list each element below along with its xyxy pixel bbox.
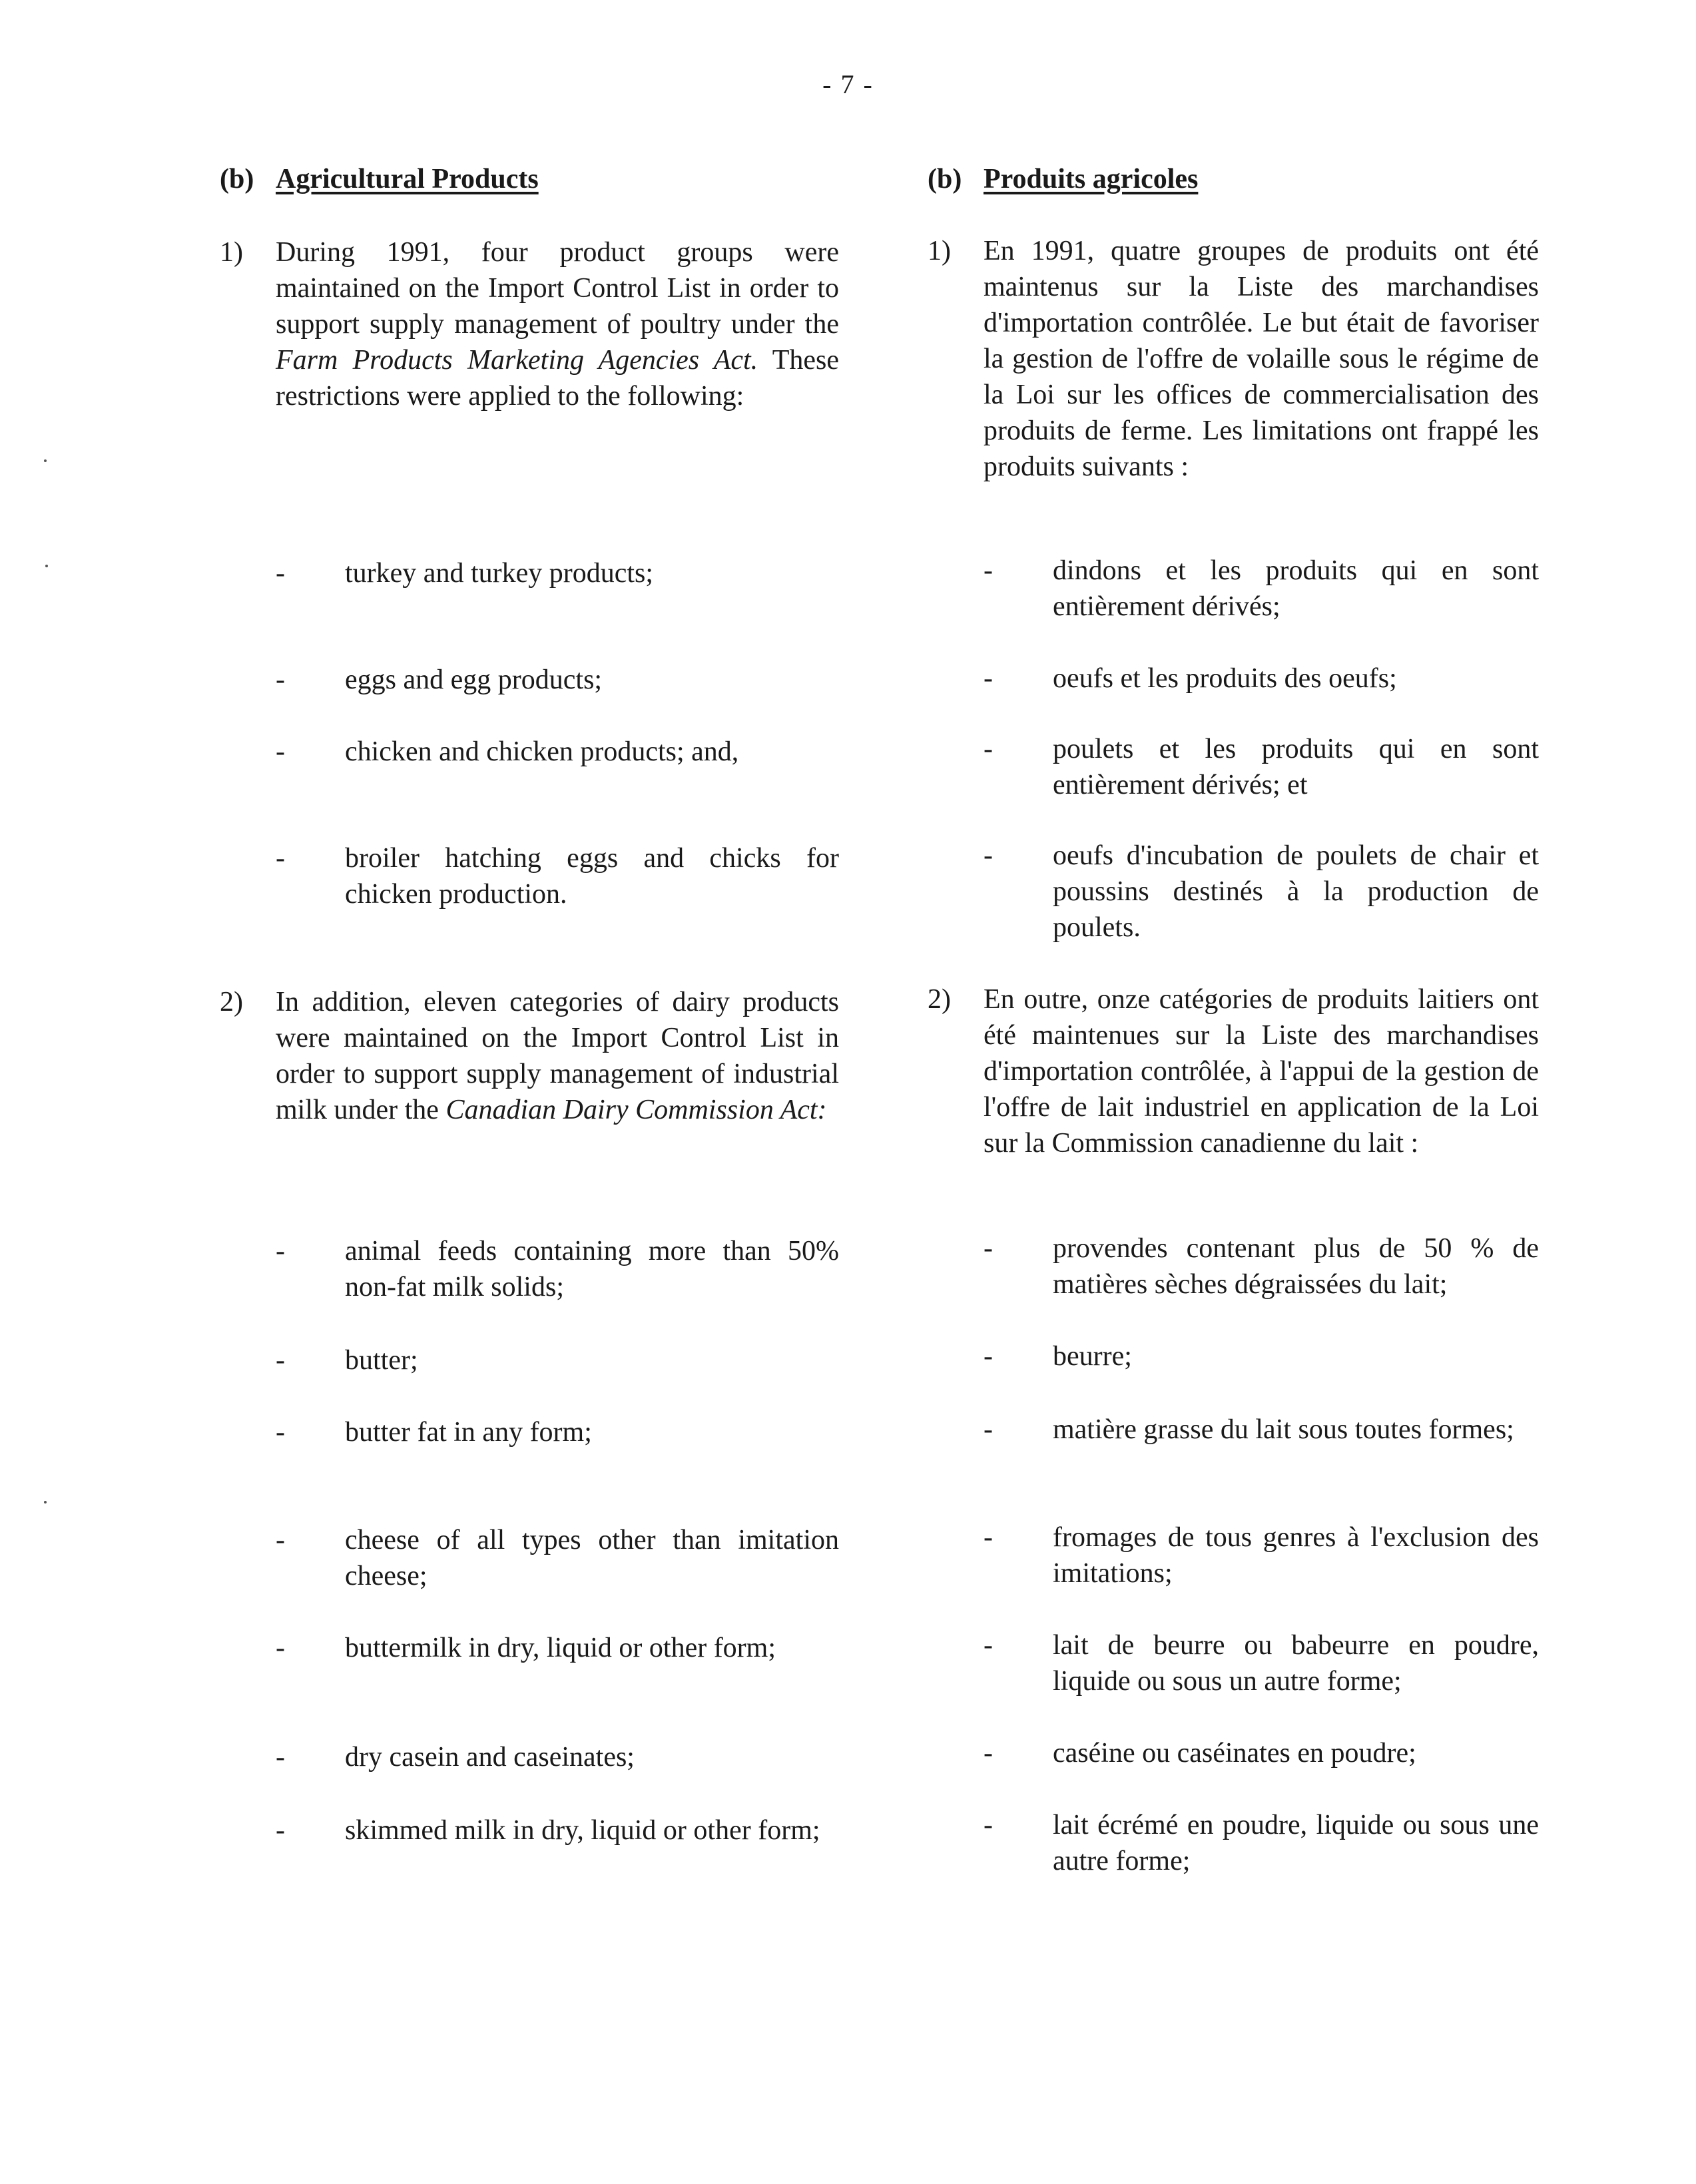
- english-list-item: [276, 1812, 839, 1848]
- list-dash: -: [984, 1341, 993, 1372]
- english-list-item: [276, 840, 839, 912]
- list-item-text: poulets et les produits qui en sont entièrement dérivés; et: [1053, 734, 1539, 800]
- list-dash: -: [276, 1417, 285, 1448]
- paragraph-text: In addition, eleven categories of dairy products were maintained on the Import Control List in order to support supply management of industrial milk under the Canadian Dairy Commission Act:: [276, 987, 839, 1125]
- list-item-text: dry casein and caseinates;: [345, 1742, 635, 1773]
- list-item-text: caséine ou caséinates en poudre;: [1053, 1738, 1416, 1769]
- paragraph-number: 2): [928, 984, 951, 1015]
- english-section-heading: [220, 161, 839, 197]
- section-title: Agricultural Products: [276, 164, 539, 194]
- french-section-heading: [928, 161, 1539, 197]
- english-paragraph-2: [220, 984, 839, 1128]
- list-dash: -: [984, 1414, 993, 1445]
- english-list-item: [276, 1233, 839, 1305]
- french-list-item: [984, 1807, 1539, 1879]
- list-item-text: skimmed milk in dry, liquid or other form;: [345, 1815, 820, 1846]
- french-list-item: [984, 1735, 1539, 1771]
- english-paragraph-1: [220, 234, 839, 414]
- french-list-item: [984, 1338, 1539, 1374]
- french-list-item: [984, 1412, 1539, 1448]
- paragraph-number: 1): [220, 237, 243, 268]
- list-dash: -: [276, 843, 285, 874]
- list-item-text: buttermilk in dry, liquid or other form;: [345, 1633, 776, 1663]
- english-list-item: [276, 1739, 839, 1775]
- paragraph-text: En outre, onze catégories de produits laitiers ont été maintenues sur la Liste des marchandises d'importation contrôlée, à l'appui de la gestion de l'offre de lait industriel en application de la Loi sur la Commission canadienne du lait :: [984, 984, 1539, 1159]
- list-dash: -: [984, 663, 993, 694]
- scan-speck: [44, 1501, 47, 1503]
- paragraph-text: En 1991, quatre groupes de produits ont été maintenus sur la Liste des marchandises d'importation contrôlée. Le but était de favoriser la gestion de l'offre de volaille sous le régime de la Loi sur les offices de commercialisation des produits de ferme. Les limitations ont frappé les produits suivants :: [984, 236, 1539, 482]
- list-dash: -: [984, 1810, 993, 1840]
- paragraph-number: 1): [928, 236, 951, 266]
- french-list-item: [984, 1519, 1539, 1591]
- list-item-text: oeufs d'incubation de poulets de chair et poussins destinés à la production de poulets.: [1053, 840, 1539, 943]
- list-dash: -: [276, 1815, 285, 1846]
- french-list-item: [984, 553, 1539, 625]
- list-item-text: cheese of all types other than imitation cheese;: [345, 1525, 839, 1591]
- english-list-item: [276, 1630, 839, 1666]
- french-list-item: [984, 661, 1539, 696]
- list-item-text: provendes contenant plus de 50 % de matières sèches dégraissées du lait;: [1053, 1233, 1539, 1300]
- list-item-text: lait écrémé en poudre, liquide ou sous une autre forme;: [1053, 1810, 1539, 1876]
- list-dash: -: [984, 1630, 993, 1661]
- list-dash: -: [984, 555, 993, 586]
- paragraph-number: 2): [220, 987, 243, 1017]
- french-paragraph-1: [928, 233, 1539, 485]
- list-dash: -: [984, 1522, 993, 1553]
- list-dash: -: [276, 736, 285, 767]
- list-dash: -: [984, 840, 993, 871]
- list-dash: -: [984, 734, 993, 764]
- french-list-item: [984, 838, 1539, 946]
- list-item-text: butter;: [345, 1345, 418, 1376]
- list-item-text: animal feeds containing more than 50% non-fat milk solids;: [345, 1236, 839, 1302]
- english-list-item: [276, 1522, 839, 1594]
- list-dash: -: [276, 1633, 285, 1663]
- page-number: - 7 -: [822, 69, 874, 99]
- english-list-item: [276, 555, 839, 591]
- english-list-item: [276, 1342, 839, 1378]
- list-dash: -: [984, 1233, 993, 1264]
- scan-speck: [44, 459, 47, 462]
- section-letter: (b): [220, 164, 254, 194]
- list-dash: -: [276, 665, 285, 695]
- list-item-text: dindons et les produits qui en sont entièrement dérivés;: [1053, 555, 1539, 622]
- english-list-item: [276, 662, 839, 698]
- list-dash: -: [276, 558, 285, 589]
- list-item-text: turkey and turkey products;: [345, 558, 654, 589]
- list-item-text: beurre;: [1053, 1341, 1132, 1372]
- list-item-text: eggs and egg products;: [345, 665, 603, 695]
- french-list-item: [984, 731, 1539, 803]
- section-letter: (b): [928, 164, 962, 194]
- list-item-text: broiler hatching eggs and chicks for chicken production.: [345, 843, 839, 910]
- french-list-item: [984, 1627, 1539, 1699]
- list-item-text: butter fat in any form;: [345, 1417, 592, 1448]
- list-dash: -: [276, 1236, 285, 1266]
- list-item-text: matière grasse du lait sous toutes formes;: [1053, 1414, 1514, 1445]
- scan-speck: [45, 565, 48, 567]
- english-list-item: [276, 734, 839, 770]
- french-paragraph-2: [928, 981, 1539, 1161]
- list-item-text: fromages de tous genres à l'exclusion des imitations;: [1053, 1522, 1539, 1589]
- french-list-item: [984, 1230, 1539, 1302]
- section-title: Produits agricoles: [984, 164, 1199, 194]
- list-dash: -: [276, 1345, 285, 1376]
- paragraph-text: During 1991, four product groups were maintained on the Import Control List in order to support supply management of poultry under the Farm Products Marketing Agencies Act. These restrictions were applied to the following:: [276, 237, 840, 411]
- list-dash: -: [984, 1738, 993, 1769]
- list-item-text: oeufs et les produits des oeufs;: [1053, 663, 1397, 694]
- list-item-text: lait de beurre ou babeurre en poudre, liquide ou sous un autre forme;: [1053, 1630, 1539, 1697]
- list-dash: -: [276, 1742, 285, 1773]
- list-item-text: chicken and chicken products; and,: [345, 736, 739, 767]
- english-list-item: [276, 1414, 839, 1450]
- list-dash: -: [276, 1525, 285, 1555]
